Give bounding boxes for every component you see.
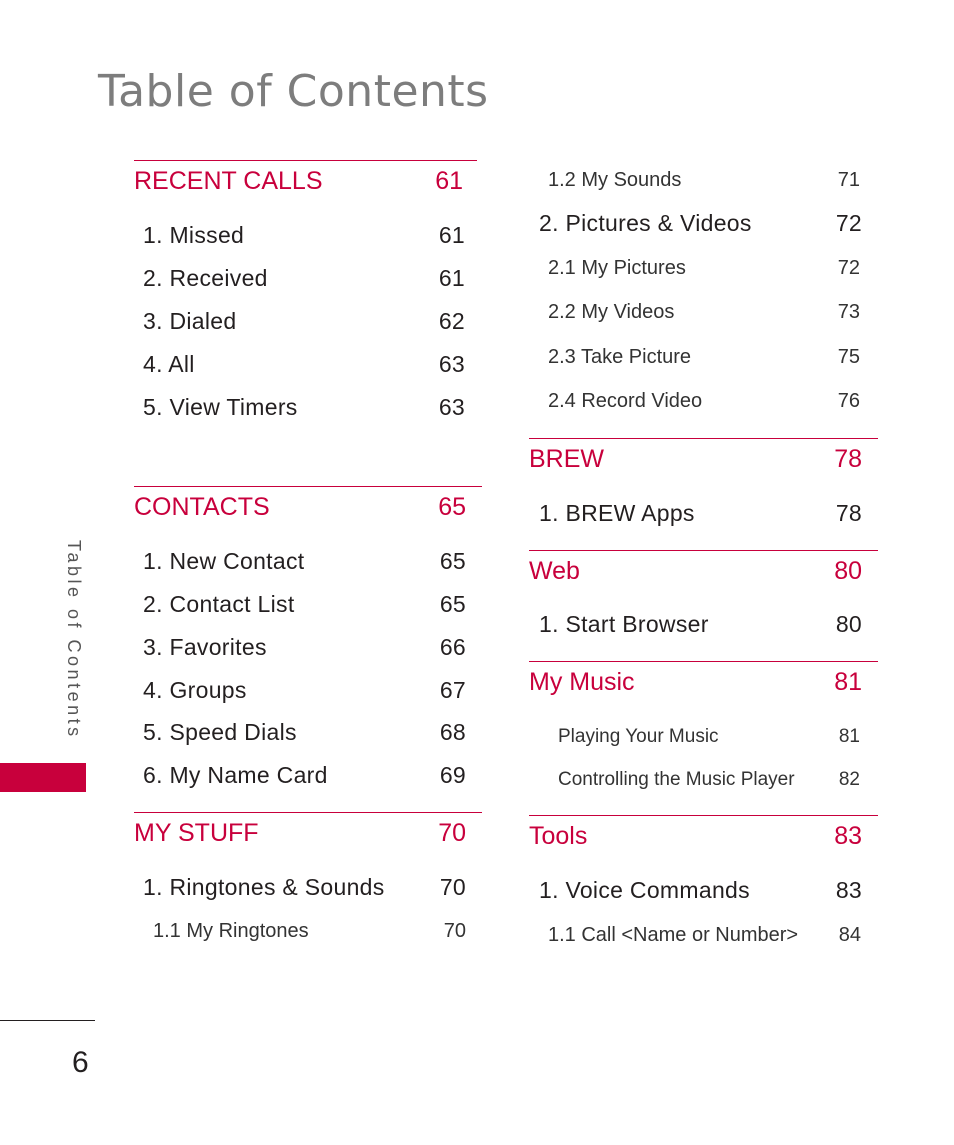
entry-page: 61 <box>438 222 465 248</box>
entry-page: 78 <box>835 500 862 526</box>
entry-label: 1. Missed <box>143 222 245 248</box>
entry-page: 68 <box>439 719 466 745</box>
section-title: MY STUFF <box>134 819 259 847</box>
toc-subentry[interactable] <box>548 346 860 369</box>
entry-page: 75 <box>837 346 860 368</box>
section-page: 83 <box>834 822 862 850</box>
entry-page: 62 <box>438 308 465 334</box>
entry-label: 1. New Contact <box>143 548 305 574</box>
toc-entry[interactable] <box>143 222 465 249</box>
toc-section-tools[interactable] <box>529 815 878 859</box>
entry-label: 2.3 Take Picture <box>548 346 692 368</box>
toc-section-contacts[interactable] <box>134 486 482 530</box>
entry-label: 2.1 My Pictures <box>548 257 686 279</box>
entry-label: Playing Your Music <box>558 726 719 747</box>
section-title: Web <box>529 557 580 585</box>
entry-label: 2. Received <box>143 265 268 291</box>
toc-section-recent-calls[interactable] <box>134 160 477 204</box>
toc-entry[interactable] <box>143 308 465 335</box>
toc-entry[interactable] <box>143 677 466 704</box>
toc-entry[interactable] <box>143 634 466 661</box>
toc-entry[interactable] <box>143 351 465 378</box>
entry-label: 2.2 My Videos <box>548 301 675 323</box>
entry-label: 5. View Timers <box>143 394 298 420</box>
section-page: 65 <box>438 493 466 521</box>
toc-subentry[interactable] <box>558 769 860 791</box>
entry-page: 70 <box>443 920 466 942</box>
entry-page: 72 <box>837 257 860 279</box>
entry-page: 70 <box>439 874 466 900</box>
toc-subentry[interactable] <box>548 924 861 947</box>
side-accent-bar <box>0 763 86 792</box>
toc-subentry[interactable] <box>548 257 860 280</box>
page-title: Table of Contents <box>98 66 489 117</box>
section-title: RECENT CALLS <box>134 167 323 195</box>
entry-label: 1. Start Browser <box>539 611 709 637</box>
entry-page: 76 <box>837 390 860 412</box>
entry-label: 2. Pictures & Videos <box>539 210 752 236</box>
toc-entry[interactable] <box>143 591 466 618</box>
entry-page: 72 <box>835 210 862 236</box>
entry-label: 2.4 Record Video <box>548 390 703 412</box>
toc-subentry[interactable] <box>153 920 466 943</box>
toc-section-web[interactable] <box>529 550 878 594</box>
entry-label: 4. All <box>143 351 195 377</box>
toc-entry[interactable] <box>539 877 862 904</box>
section-title: Tools <box>529 822 588 850</box>
entry-label: 1. BREW Apps <box>539 500 695 526</box>
entry-page: 80 <box>835 611 862 637</box>
section-title: BREW <box>529 445 604 473</box>
section-page: 81 <box>834 668 862 696</box>
entry-label: 4. Groups <box>143 677 247 703</box>
footer-rule <box>0 1020 95 1021</box>
entry-page: 73 <box>837 301 860 323</box>
entry-label: 2. Contact List <box>143 591 295 617</box>
toc-subentry[interactable] <box>548 169 860 192</box>
entry-page: 63 <box>438 394 465 420</box>
entry-page: 65 <box>439 591 466 617</box>
section-title: My Music <box>529 668 635 696</box>
toc-entry[interactable] <box>539 500 862 527</box>
entry-page: 67 <box>439 677 466 703</box>
section-title: CONTACTS <box>134 493 270 521</box>
section-page: 78 <box>834 445 862 473</box>
entry-label: 1. Ringtones & Sounds <box>143 874 385 900</box>
section-page: 70 <box>438 819 466 847</box>
toc-entry[interactable] <box>143 265 465 292</box>
toc-entry[interactable] <box>143 548 466 575</box>
section-page: 80 <box>834 557 862 585</box>
entry-page: 71 <box>837 169 860 191</box>
entry-label: 3. Dialed <box>143 308 237 334</box>
entry-page: 81 <box>838 726 860 747</box>
entry-label: 3. Favorites <box>143 634 267 660</box>
toc-section-my-stuff[interactable] <box>134 812 482 856</box>
toc-entry[interactable] <box>539 611 862 638</box>
toc-section-my-music[interactable] <box>529 661 878 705</box>
toc-entry[interactable] <box>143 394 465 421</box>
toc-subentry[interactable] <box>548 301 860 324</box>
entry-label: Controlling the Music Player <box>558 769 795 790</box>
entry-label: 1.1 Call <Name or Number> <box>548 924 799 946</box>
toc-entry[interactable] <box>143 719 466 746</box>
toc-subentry[interactable] <box>558 726 860 748</box>
side-section-label: Table of Contents <box>64 540 84 740</box>
page-number: 6 <box>72 1046 89 1079</box>
section-page: 61 <box>435 167 463 195</box>
entry-page: 63 <box>438 351 465 377</box>
entry-page: 61 <box>438 265 465 291</box>
toc-subentry[interactable] <box>548 390 860 413</box>
entry-label: 1.1 My Ringtones <box>153 920 309 942</box>
entry-label: 6. My Name Card <box>143 762 328 788</box>
entry-page: 65 <box>439 548 466 574</box>
entry-label: 1.2 My Sounds <box>548 169 682 191</box>
toc-entry[interactable] <box>143 874 466 901</box>
toc-entry[interactable] <box>539 210 862 237</box>
entry-page: 82 <box>838 769 860 790</box>
entry-page: 83 <box>835 877 862 903</box>
toc-entry[interactable] <box>143 762 466 789</box>
toc-section-brew[interactable] <box>529 438 878 482</box>
entry-page: 66 <box>439 634 466 660</box>
entry-page: 84 <box>838 924 861 946</box>
entry-label: 1. Voice Commands <box>539 877 750 903</box>
entry-page: 69 <box>439 762 466 788</box>
entry-label: 5. Speed Dials <box>143 719 297 745</box>
